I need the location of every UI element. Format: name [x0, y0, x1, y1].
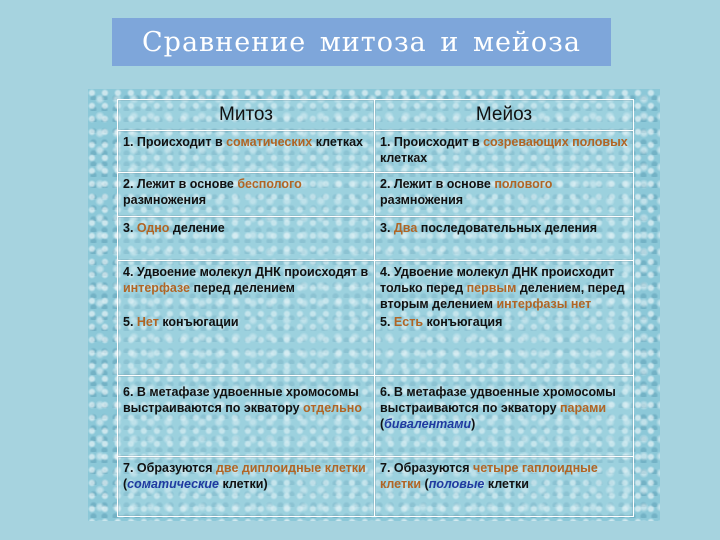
cell-mitosis-2 [118, 173, 375, 216]
highlight-text: Два [393, 220, 418, 235]
table-row [118, 260, 634, 376]
highlight-text: бесполого [237, 177, 302, 192]
cell-meiosis-7 [375, 456, 634, 516]
table-row [118, 376, 634, 456]
highlight-text: интерфазы нет [496, 296, 592, 311]
highlight-text: созревающих половых [483, 135, 628, 150]
cell-text: 4. Удвоение молекул ДНК происходит только перед [380, 264, 615, 295]
cell-text: размножения [123, 193, 207, 208]
table-row [118, 216, 634, 260]
cell-meiosis-3 [375, 216, 634, 260]
highlight-text: соматических [226, 135, 313, 150]
table-row [118, 456, 634, 516]
cell-text: деление [169, 220, 225, 235]
cell-mitosis-1 [118, 131, 375, 173]
cell-text: клетки) [218, 476, 268, 491]
cell-mitosis-4 [118, 260, 375, 376]
cell-text: размножения [380, 193, 464, 208]
italic-text: бивалентами [384, 417, 472, 432]
cell-text: 3. [123, 220, 137, 235]
cell-text: 5. [380, 314, 394, 329]
cell-text: 6. В метафазе удвоенные хромосомы выстраиваются по экватору [380, 385, 616, 416]
highlight-text: парами [560, 401, 607, 416]
cell-mitosis-6 [118, 376, 375, 456]
highlight-text: интерфазе [123, 280, 190, 295]
highlight-text: четыре гаплоидные клетки [380, 460, 598, 491]
point-5-meiosis [380, 314, 628, 330]
cell-mitosis-3 [118, 216, 375, 260]
cell-text: клетки [484, 476, 529, 491]
cell-text: 5. [123, 314, 137, 329]
table-row [118, 131, 634, 173]
cell-text: 2. Лежит в основе [380, 177, 495, 192]
table-header-row [118, 100, 634, 131]
title-bar [112, 18, 611, 66]
cell-text: 2. Лежит в основе [123, 177, 238, 192]
cell-text: конъюгации [158, 314, 239, 329]
highlight-text: полового [494, 177, 553, 192]
cell-text: 6. В метафазе удвоенные хромосомы выстраиваются по экватору [123, 385, 359, 416]
highlight-text: первым [466, 280, 517, 295]
point-5-mitosis [123, 314, 369, 330]
page-title: Сравнение митоза и мейоза [142, 26, 581, 58]
cell-text: ( [123, 476, 128, 491]
cell-text: клетках [312, 135, 363, 150]
header-meiosis: Мейоз [375, 100, 634, 131]
highlight-text: две диплоидные клетки [215, 460, 366, 475]
header-mitosis: Митоз [118, 100, 375, 131]
cell-mitosis-7 [118, 456, 375, 516]
table-row [118, 173, 634, 216]
cell-text: перед делением [190, 280, 295, 295]
cell-meiosis-6 [375, 376, 634, 456]
highlight-text: отдельно [303, 401, 362, 416]
cell-text: 1. Происходит в [123, 135, 227, 150]
cell-text: 7. Образуются [123, 460, 216, 475]
cell-meiosis-4 [375, 260, 634, 376]
cell-meiosis-2 [375, 173, 634, 216]
cell-text: делением, перед вторым делением [380, 280, 625, 311]
cell-text: 1. Происходит в [380, 135, 484, 150]
cell-text: ( [421, 476, 429, 491]
highlight-text: Одно [136, 220, 170, 235]
highlight-text: Нет [136, 314, 159, 329]
highlight-text: Есть [393, 314, 424, 329]
cell-text: 4. Удвоение молекул ДНК происходят в [123, 264, 369, 279]
cell-text: ) [471, 417, 476, 432]
cell-meiosis-1 [375, 131, 634, 173]
cell-text: 7. Образуются [380, 460, 473, 475]
comparison-table [117, 99, 634, 517]
italic-text: половые [428, 476, 485, 491]
cell-text: клетках [380, 151, 428, 166]
cell-text: ( [380, 417, 385, 432]
cell-text: 3. [380, 220, 394, 235]
italic-text: соматические [127, 476, 219, 491]
cell-text: конъюгация [423, 314, 503, 329]
cell-text: последовательных деления [417, 220, 598, 235]
